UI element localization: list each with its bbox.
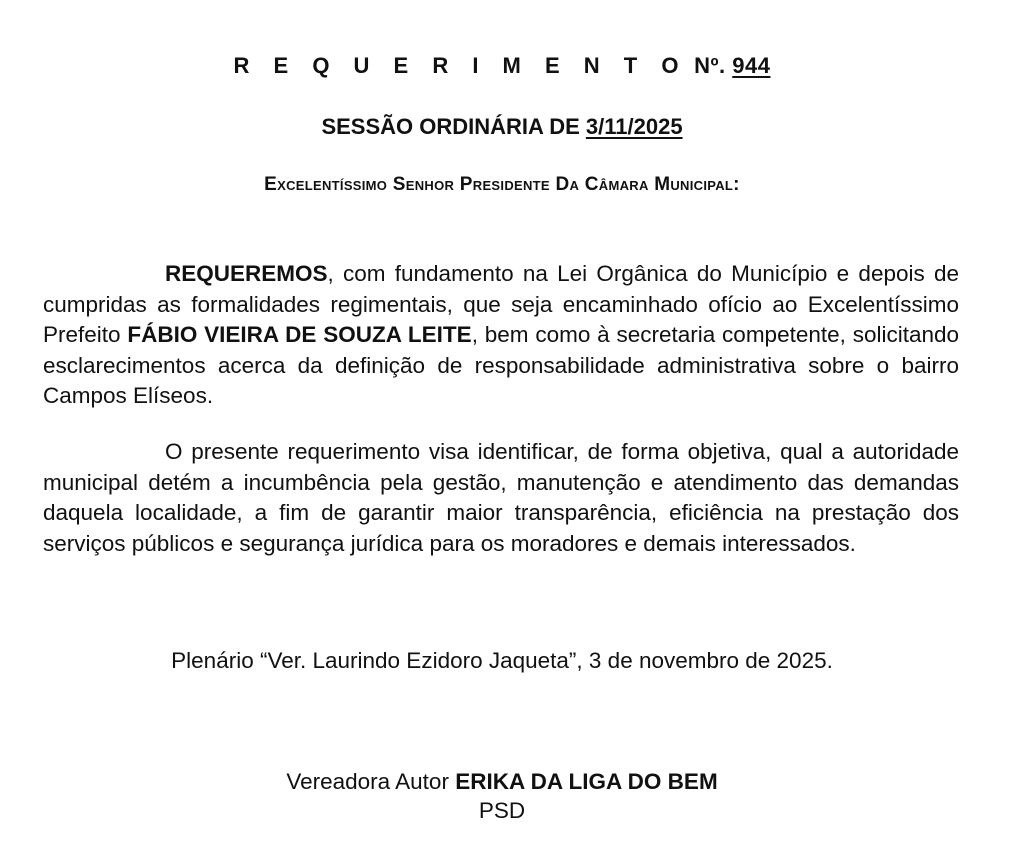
request-text-b: , bem como à secretaria competente, solicitando esclarecimentos acerca da definição de responsabilidade administrativa sobre o bairro Campos Elíseos. xyxy=(43,322,960,408)
request-text-a: , com fundamento na Lei Orgânica do Município e depois de cumpridas as formalidades regimentais, que seja encaminhado ofício ao Excelentíssimo Prefeito xyxy=(43,261,959,347)
request-lead: REQUEREMOS xyxy=(165,261,328,286)
session-label: SESSÃO ORDINÁRIA DE xyxy=(321,114,586,139)
place-date: Plenário “Ver. Laurindo Ezidoro Jaqueta”, 3 de novembro de 2025. xyxy=(171,648,833,673)
title-number-prefix: Nº. xyxy=(694,53,733,78)
document-title xyxy=(0,53,1004,79)
signature-block xyxy=(0,767,1004,825)
paragraph-request xyxy=(43,259,959,412)
session-line xyxy=(0,114,1004,140)
session-date: 3/11/2025 xyxy=(585,114,683,139)
mayor-name: FÁBIO VIEIRA DE SOUZA LEITE xyxy=(127,322,472,347)
councilwoman-name: ERIKA DA LIGA DO BEM xyxy=(455,769,718,794)
title-word: R E Q U E R I M E N T O xyxy=(233,53,688,78)
requirement-number: 944 xyxy=(732,53,771,78)
signature-prefix: Vereadora Autor xyxy=(286,769,456,794)
paragraph-justification: O presente requerimento visa identificar, de forma objetiva, qual a autoridade municipal detém a incumbência pela gestão, manutenção e atendimento das demandas daquela localidade, a fim de garantir maior transparência, eficiência na prestação dos serviços públicos e segurança jurídica para os moradores e demais interessados. xyxy=(43,439,959,556)
addressee: Excelentíssimo Senhor Presidente Da Câmara Municipal: xyxy=(264,174,740,195)
signature-line xyxy=(0,767,1004,796)
party: PSD xyxy=(478,798,526,823)
